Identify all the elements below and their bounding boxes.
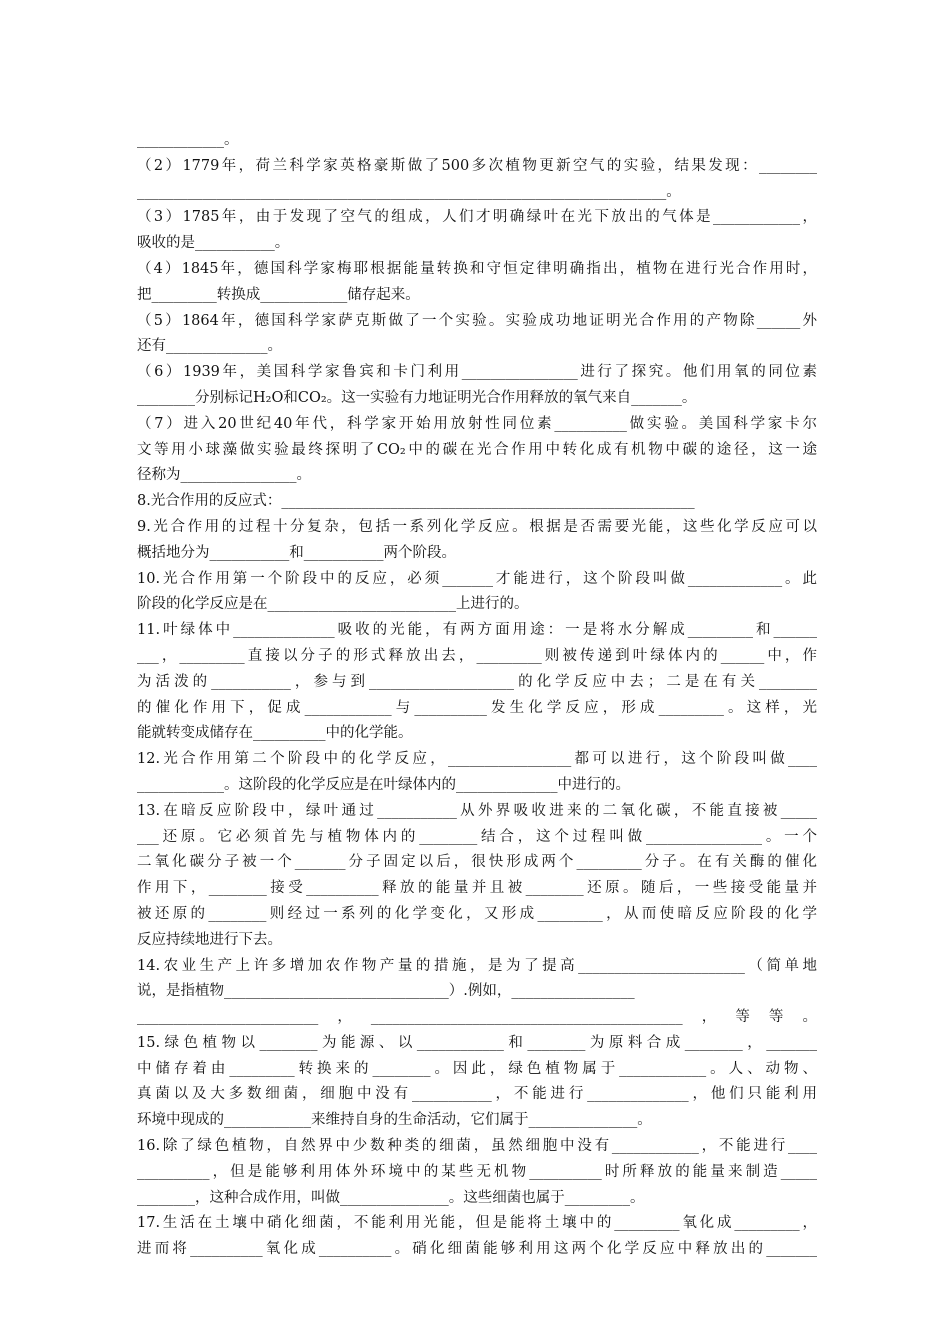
text-line: 被还原的________则经过一系列的化学变化，又形成_________，从而使暗反应阶段的化学 [137, 905, 817, 922]
text-line: 的催化作用下，促成____________与__________发生化学反应，形成_________。这样，光 [137, 699, 817, 716]
text-line: 能就转变成储存在__________中的化学能。 [137, 725, 413, 742]
text-line: 8.光合作用的反应式：_________________________________________________________ [137, 493, 695, 510]
text-line: ____________。 [137, 132, 239, 148]
text-line: 9.光合作用的过程十分复杂，包括一系列化学反应。根据是否需要光能，这些化学反应可以 [137, 518, 817, 535]
text-line: （6）1939年，美国科学家鲁宾和卡门利用________________进行了探究。他们用氧的同位素 [137, 364, 817, 381]
worksheet-text [137, 128, 817, 1263]
text-line: 径称为________________。 [137, 467, 311, 484]
text-line: （3）1785年，由于发现了空气的组成，人们才明确绿叶在光下放出的气体是____________， [137, 209, 817, 226]
text-line: ___还原。它必须首先与植物体内的________结合，这个过程叫做________________。一个 [137, 828, 817, 845]
text-line: _________________________________________________________________________。 [137, 183, 681, 200]
text-line: 真菌以及大多数细菌，细胞中没有___________，不能进行______________，他们只能利用 [137, 1086, 817, 1103]
text-line: 进而将__________氧化成__________。硝化细菌能够利用这两个化学反应中释放出的_______ [137, 1241, 817, 1258]
text-line: ____________。这阶段的化学反应是在叶绿体内的______________中进行的。 [137, 776, 630, 793]
text-line: 把_________转换成____________储存起来。 [137, 286, 420, 303]
text-line: 环境中现成的____________来维持自身的生命活动，它们属于_______________。 [137, 1112, 652, 1129]
text-line: 14.农业生产上许多增加农作物产量的措施，是为了提高_______________________（简单地 [137, 957, 817, 974]
text-line: ___，_________直接以分子的形式释放出去，_________则被传递到叶绿体内的______中，作 [137, 647, 817, 664]
text-line: ________分别标记H₂O和CO₂。这一实验有力地证明光合作用释放的氧气来自_______。 [137, 389, 697, 406]
text-line: 作用下，________接受__________释放的能量并且被________还原。随后，一些接受能量并 [137, 880, 817, 897]
text-line: 还有______________。 [137, 338, 282, 355]
text-line: （5）1864年，德国科学家萨克斯做了一个实验。实验成功地证明光合作用的产物除______外 [137, 312, 817, 329]
text-line: 说，是指植物_______________________________）.例如，_________________ [137, 983, 635, 1000]
text-line: 11.叶绿体中______________吸收的光能，有两方面用途：一是将水分解成_________和______ [137, 622, 817, 639]
text-line: 13.在暗反应阶段中，绿叶通过___________从外界吸收进来的二氧化碳，不能直接被_____ [137, 802, 817, 819]
text-line: 吸收的是___________。 [137, 235, 290, 252]
text-line: 15.绿色植物以________为能源、以____________和________为原料合成________，_______ [137, 1034, 817, 1051]
text-line: （4）1845年，德国科学家梅耶根据能量转换和守恒定律明确指出，植物在进行光合作用时， [137, 260, 817, 277]
text-line: _________________________，___________________________________________，等等。 [137, 1009, 817, 1026]
text-line: __________，但是能够利用体外环境中的某些无机物__________时所释放的能量来制造_____ [137, 1163, 817, 1180]
text-line: 17.生活在土壤中硝化细菌，不能利用光能，但是能将土壤中的_________氧化成_________， [137, 1215, 817, 1232]
text-line: 10.光合作用第一个阶段中的反应，必须_______才能进行，这个阶段叫做_____________。此 [137, 570, 817, 587]
text-line: 16.除了绿色植物，自然界中少数种类的细菌，虽然细胞中没有____________，不能进行____ [137, 1138, 817, 1155]
text-line: 文等用小球藻做实验最终探明了CO₂中的碳在光合作用中转化成有机物中碳的途径，这一途 [137, 441, 817, 458]
text-line: 概括地分为___________和___________两个阶段。 [137, 544, 456, 561]
text-line: 二氧化碳分子被一个_______分子固定以后，很快形成两个_________分子。在有关酶的催化 [137, 854, 817, 871]
text-line: 中储存着由_________转换来的________。因此，绿色植物属于____________。人、动物、 [137, 1060, 817, 1077]
text-line: 反应持续地进行下去。 [137, 931, 282, 948]
text-line: ________，这种合成作用，叫做_______________。这些细菌也属于_________。 [137, 1189, 645, 1206]
text-line: 为活泼的___________，参与到____________________的化学反应中去；二是在有关________ [137, 673, 817, 690]
text-line: 12.光合作用第二个阶段中的化学反应，_________________都可以进行，这个阶段叫做____ [137, 751, 817, 768]
text-line: （7）进入20世纪40年代，科学家开始用放射性同位素__________做实验。美国科学家卡尔 [137, 415, 817, 432]
text-line: 阶段的化学反应是在__________________________上进行的。 [137, 596, 529, 613]
text-line: （2）1779年，荷兰科学家英格豪斯做了500多次植物更新空气的实验，结果发现：________ [137, 157, 817, 174]
